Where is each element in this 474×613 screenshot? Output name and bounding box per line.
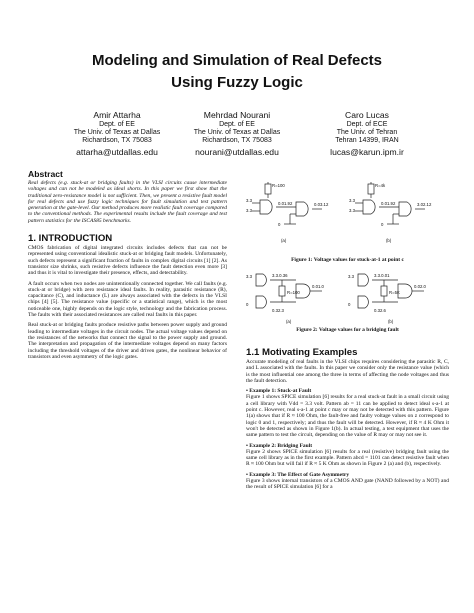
fig1a-input-b: 3.3 — [246, 208, 252, 213]
author-city: Tehran 14399, IRAN — [335, 137, 399, 145]
figure-1-diagram — [246, 172, 449, 254]
intro-paragraph-1: CMOS fabrication of digital integrated circuits includes defects that can not be represented using conventional idealistic stuck-at or bridging fault models. Unfortunately, such defects represent a significant fraction of faults in complex digital circuits [1] [2]. As transistor size shrinks, such resistive defects influence the fault detection even more [3] and thus it is vital to investigate their presence, effects, and detectability. — [28, 245, 227, 277]
fig1b-input-b: 3.3 — [349, 208, 355, 213]
figure-1-caption: Figure 1: Voltage values for stuck-at-1 at point c — [291, 257, 404, 263]
abstract-text: Real defects (e.g. stuck-at or bridging faults) in the VLSI circuits cause intermediate voltages and can not be modeled as ideal shorts. In this paper we first show that the traditional zero-resistance model is not sufficient. Then, we present a resistive fault model for real defects and use fuzzy logic techniques for fault simulation and test pattern generation at the gate-level. Our method produces more realistic fault coverage compared to the conventional methods. The experimental results include the fault coverage and test pattern statistics for the ISCAS85 benchmarks. — [28, 180, 227, 224]
abstract-heading: Abstract — [28, 169, 63, 179]
fig2a-input-lo: 0 — [246, 302, 249, 307]
fig1b-input-a: 3.3 — [349, 198, 355, 203]
section-1-1-paragraph: Accurate modeling of real faults in the VLSI chips requires considering the parasitic R, C, and L associated with the faults. In this paper we consider only the resistance value (which is the most influential one among the three in terms of affecting the node voltages and thus the fault detection. — [246, 359, 449, 384]
fig2a-resistor-label: R=100 — [287, 290, 300, 295]
fig2a-input-hi: 3.3 — [246, 274, 252, 279]
fig1a-resistor-label: R=100 — [272, 183, 285, 188]
fig2a-top-node: 3.3.0.36 — [272, 273, 288, 278]
fig2a-output: 0.01.0 — [312, 284, 324, 289]
fig1b-label: (b) — [386, 238, 392, 243]
fig1b-resistor-label: R=4k — [375, 183, 386, 188]
author-email: nourani@utdallas.edu — [195, 146, 279, 157]
intro-heading: 1. INTRODUCTION — [28, 233, 113, 245]
fig2b-resistor-label: R=5K — [389, 290, 400, 295]
fig1a-input-0: 0 — [278, 222, 281, 227]
author-dept: Dept. of ECE — [346, 121, 388, 128]
example-3-heading: • Example 3: The Effect of Gate Asymmetry — [246, 471, 350, 478]
right-column — [246, 346, 449, 495]
author-3 — [292, 110, 442, 158]
author-city: Richardson, TX 75083 — [82, 137, 152, 145]
example-1-paragraph: Figure 1 shows SPICE simulation [6] results for a real stuck-at fault in a small circuit using a cell library with Vdd = 3.3 volt. Pattern ab = 11 can be applied to detect ideal s-a-1 at point c. However, real s-a-1 at point c may or may not be detected with this pattern. Figure 1(a) shows that if R ≈ 100 Ohm, the fault-free and faulty voltage values on z correspond to logic 0 and 1, respectively; and thus the fault will be detected. However, if R ≈ 4 K Ohm it won't be detected as shown in Figure 1(b). In actual testing, a test equipment that uses the same pattern to test the circuit, depending on the value of R may or may not see it. — [246, 394, 449, 439]
fig2b-label: (b) — [388, 319, 394, 324]
fig2a-bottom-node: 0.32.3 — [272, 308, 284, 313]
example-1-heading: • Example 1: Stuck-at Fault — [246, 388, 312, 395]
title-line-2: Using Fuzzy Logic — [171, 74, 303, 91]
author-email: attarha@utdallas.edu — [76, 146, 158, 157]
fig1a-node-c: 0.01.92 — [278, 201, 293, 206]
fig1a-label: (a) — [281, 238, 287, 243]
author-name: Amir Attarha — [93, 110, 141, 120]
section-1-1-heading: 1.1 Motivating Examples — [246, 347, 358, 358]
fig2b-top-node: 3.3.0.01 — [374, 273, 390, 278]
example-2-heading: • Example 2: Bridging Fault — [246, 442, 313, 449]
fig1b-output-z: 3.02.12 — [417, 202, 432, 207]
author-dept: Dept. of EE — [219, 121, 255, 128]
example-3-paragraph: Figure 3 shows internal transistors of a CMOS AND gate (NAND followed by a NOT) and the result of SPICE simulation [6] for a — [246, 478, 449, 491]
author-dept: Dept. of EE — [99, 121, 135, 128]
author-univ: The Univ. of Texas at Dallas — [193, 129, 281, 137]
fig2b-bottom-node: 0.32.6 — [374, 308, 386, 313]
title-line-1: Modeling and Simulation of Real Defects — [91, 52, 383, 69]
example-2-paragraph: Figure 2 shows SPICE simulation [6] results for a real (resistive) bridging fault using the same cell library as in the first example. Pattern abcd = 1101 can detect resistive fault when R ≈ 100 Ohm but will fail if R ≈ 5 K Ohm as shown in Figure 2 (a) and (b), respectively. — [246, 448, 449, 468]
author-2 — [162, 110, 312, 158]
fig1b-node-c: 0.01.92 — [381, 201, 396, 206]
author-name: Mehrdad Nourani — [203, 110, 271, 120]
author-city: Richardson, TX 75083 — [202, 137, 272, 145]
figure-2-diagram — [246, 268, 449, 326]
fig2b-input-lo: 0 — [348, 302, 351, 307]
author-name: Caro Lucas — [345, 110, 389, 120]
fig2a-label: (a) — [286, 319, 292, 324]
fig2b-input-hi: 3.3 — [348, 274, 354, 279]
figure-2-caption: Figure 2: Voltage values for a bridging fault — [296, 327, 399, 333]
author-univ: The Univ. of Texas at Dallas — [73, 129, 161, 137]
paper-title — [0, 50, 474, 94]
intro-paragraph-3: Real stuck-at or bridging faults produce resistive paths between power supply and ground leading to intermediate voltages in the circuit nodes. The actual voltage values depend on the resistances of the networks that connect the signal to the power supply and ground. The interpretation and propagation of the intermediate voltages depend on many factors including the threshold voltages of the driver and driven gates, the nonlinear behavior of transistors and even asymmetry of the logic gates. — [28, 322, 227, 360]
left-column — [28, 168, 227, 364]
intro-paragraph-2: A fault occurs when two nodes are unintentionally connected together. We call faults (e.g. stuck-at or bridge) with zero resistance ideal faults. In reality, parasitic resistance (R), capacitance (C), and inductance (L) are always associated with the defects in the VLSI chips [4] [5]. The resistance value (specific or a statistical range), which is the most noticeable one, highly depends on the logic style, technology and the fabrication process. The faults with their associated resistances are called real faults in this paper. — [28, 280, 227, 319]
fig1b-input-0: 0 — [381, 222, 384, 227]
fig2b-output: 0.02.0 — [414, 284, 426, 289]
fig1a-output-z: 0.03.12 — [314, 202, 329, 207]
fig1a-input-a: 3.3 — [246, 198, 252, 203]
author-email: lucas@karun.ipm.ir — [330, 146, 404, 157]
author-univ: The Univ. of Tehran — [336, 129, 398, 137]
